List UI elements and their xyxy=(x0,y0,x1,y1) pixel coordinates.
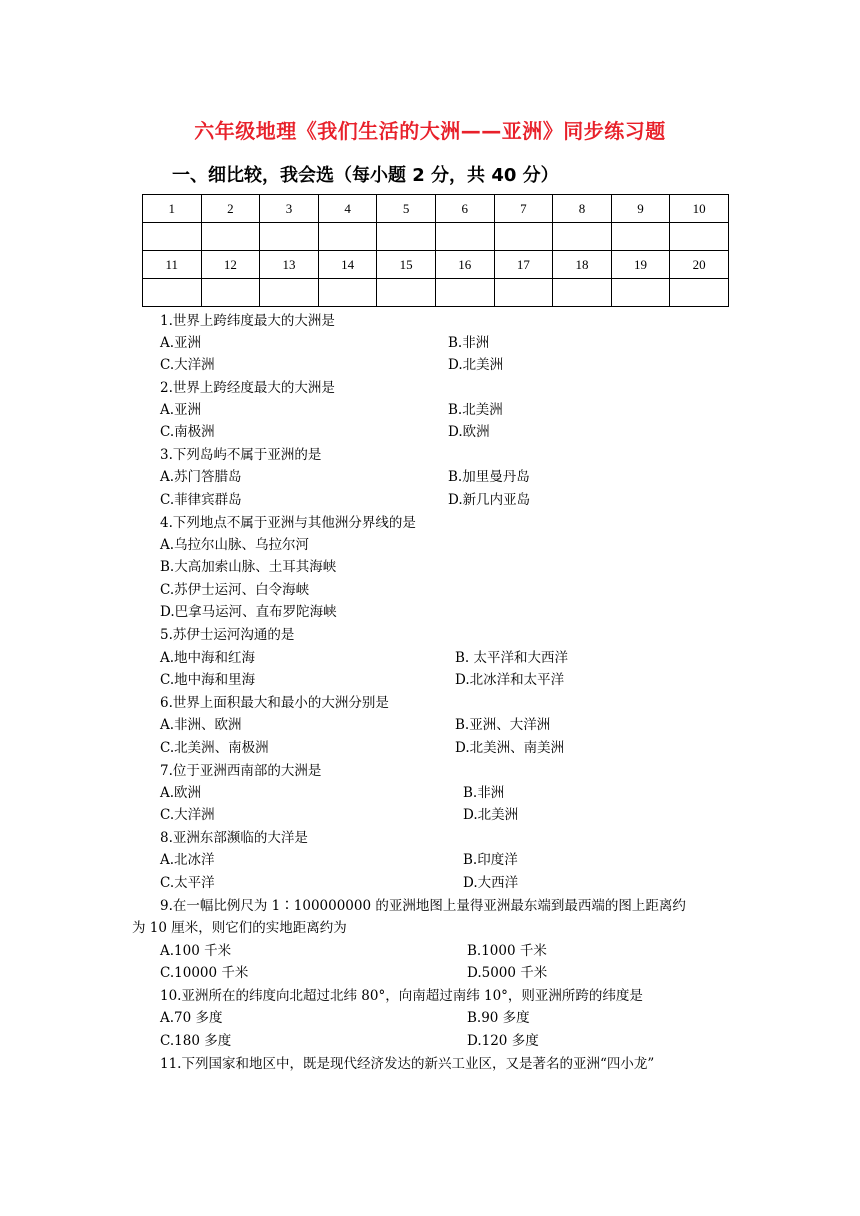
question-stem: 5.苏伊士运河沟通的是 xyxy=(160,627,295,643)
answer-cell[interactable] xyxy=(143,223,202,251)
option-c: C.地中海和里海 xyxy=(160,672,256,688)
answer-cell[interactable] xyxy=(553,279,612,307)
answer-cell[interactable] xyxy=(143,279,202,307)
question-stem: 9.在一幅比例尺为 1∶100000000 的亚洲地图上量得亚洲最东端到最西端的图上距离约 xyxy=(160,898,686,914)
option-a: A.非洲、欧洲 xyxy=(160,717,242,733)
option-b: B.印度洋 xyxy=(463,852,518,868)
table-row xyxy=(143,251,729,279)
table-cell: 8 xyxy=(553,195,612,223)
answer-cell[interactable] xyxy=(260,223,319,251)
table-cell: 1 xyxy=(143,195,202,223)
option-d: D.欧洲 xyxy=(448,424,490,440)
option-a: A.70 多度 xyxy=(160,1010,223,1026)
question-stem: 1.世界上跨纬度最大的大洲是 xyxy=(160,313,335,329)
table-cell: 11 xyxy=(143,251,202,279)
option-b: B.北美洲 xyxy=(448,402,503,418)
question-stem: 6.世界上面积最大和最小的大洲分别是 xyxy=(160,695,389,711)
table-cell: 6 xyxy=(435,195,494,223)
answer-cell[interactable] xyxy=(435,223,494,251)
option-c: C.大洋洲 xyxy=(160,807,215,823)
option-c: C.苏伊士运河、白令海峡 xyxy=(160,582,310,598)
answer-cell[interactable] xyxy=(318,279,377,307)
table-cell: 7 xyxy=(494,195,553,223)
table-cell: 3 xyxy=(260,195,319,223)
option-b: B.加里曼丹岛 xyxy=(448,469,530,485)
answer-cell[interactable] xyxy=(553,223,612,251)
question-stem: 4.下列地点不属于亚洲与其他洲分界线的是 xyxy=(160,515,416,531)
option-d: D.北美洲 xyxy=(448,357,504,373)
table-cell: 15 xyxy=(377,251,436,279)
option-a: A.苏门答腊岛 xyxy=(160,469,242,485)
option-d: D.大西洋 xyxy=(463,875,519,891)
option-c: C.南极洲 xyxy=(160,424,215,440)
option-a: A.地中海和红海 xyxy=(160,650,256,666)
option-b: B.非洲 xyxy=(448,335,490,351)
option-c: C.太平洋 xyxy=(160,875,215,891)
table-row xyxy=(143,195,729,223)
answer-cell[interactable] xyxy=(260,279,319,307)
option-a: A.亚洲 xyxy=(160,335,202,351)
option-d: D.巴拿马运河、直布罗陀海峡 xyxy=(160,604,337,620)
answer-cell[interactable] xyxy=(377,223,436,251)
answer-cell[interactable] xyxy=(318,223,377,251)
table-cell: 14 xyxy=(318,251,377,279)
option-d: D.北冰洋和太平洋 xyxy=(455,672,565,688)
question-stem: 10.亚洲所在的纬度向北超过北纬 80°，向南超过南纬 10°，则亚洲所跨的纬度是 xyxy=(160,988,643,1004)
answer-cell[interactable] xyxy=(201,279,260,307)
table-cell: 18 xyxy=(553,251,612,279)
answer-cell[interactable] xyxy=(377,279,436,307)
question-stem: 7.位于亚洲西南部的大洲是 xyxy=(160,763,322,779)
answer-cell[interactable] xyxy=(494,223,553,251)
question-stem: 11.下列国家和地区中，既是现代经济发达的新兴工业区，又是著名的亚洲“四小龙” xyxy=(160,1056,655,1072)
section-heading: 一、细比较，我会选（每小题 2 分，共 40 分） xyxy=(172,165,559,186)
option-c: C.10000 千米 xyxy=(160,965,249,981)
table-cell: 17 xyxy=(494,251,553,279)
question-stem: 2.世界上跨经度最大的大洲是 xyxy=(160,380,335,396)
option-c: C.菲律宾群岛 xyxy=(160,492,242,508)
option-a: A.欧洲 xyxy=(160,785,202,801)
table-cell: 4 xyxy=(318,195,377,223)
answer-cell[interactable] xyxy=(494,279,553,307)
page-title: 六年级地理《我们生活的大洲——亚洲》同步练习题 xyxy=(194,119,666,143)
option-a: A.北冰洋 xyxy=(160,852,215,868)
question-stem-continued: 为 10 厘米，则它们的实地距离约为 xyxy=(132,920,347,936)
table-cell: 10 xyxy=(670,195,729,223)
option-a: A.乌拉尔山脉、乌拉尔河 xyxy=(160,537,310,553)
question-stem: 8.亚洲东部濒临的大洋是 xyxy=(160,830,308,846)
option-d: D.5000 千米 xyxy=(467,965,548,981)
answer-cell[interactable] xyxy=(611,279,670,307)
table-cell: 12 xyxy=(201,251,260,279)
table-cell: 19 xyxy=(611,251,670,279)
table-row-blank xyxy=(143,279,729,307)
option-a: A.亚洲 xyxy=(160,402,202,418)
answer-cell[interactable] xyxy=(670,223,729,251)
option-b: B.大高加索山脉、土耳其海峡 xyxy=(160,559,337,575)
answer-cell[interactable] xyxy=(611,223,670,251)
table-cell: 5 xyxy=(377,195,436,223)
option-b: B. 太平洋和大西洋 xyxy=(455,650,569,666)
table-cell: 13 xyxy=(260,251,319,279)
option-b: B.非洲 xyxy=(463,785,505,801)
table-cell: 9 xyxy=(611,195,670,223)
option-d: D.120 多度 xyxy=(467,1033,539,1049)
table-cell: 16 xyxy=(435,251,494,279)
answer-cell[interactable] xyxy=(201,223,260,251)
answer-table xyxy=(142,194,729,307)
table-cell: 20 xyxy=(670,251,729,279)
option-b: B.90 多度 xyxy=(467,1010,530,1026)
option-d: D.新几内亚岛 xyxy=(448,492,531,508)
answer-cell[interactable] xyxy=(670,279,729,307)
question-stem: 3.下列岛屿不属于亚洲的是 xyxy=(160,447,322,463)
option-b: B.亚洲、大洋洲 xyxy=(455,717,551,733)
option-d: D.北美洲 xyxy=(463,807,519,823)
option-c: C.180 多度 xyxy=(160,1033,232,1049)
option-d: D.北美洲、南美洲 xyxy=(455,740,565,756)
table-row-blank xyxy=(143,223,729,251)
answer-cell[interactable] xyxy=(435,279,494,307)
option-c: C.北美洲、南极洲 xyxy=(160,740,269,756)
option-c: C.大洋洲 xyxy=(160,357,215,373)
table-cell: 2 xyxy=(201,195,260,223)
option-b: B.1000 千米 xyxy=(467,943,547,959)
option-a: A.100 千米 xyxy=(160,943,232,959)
